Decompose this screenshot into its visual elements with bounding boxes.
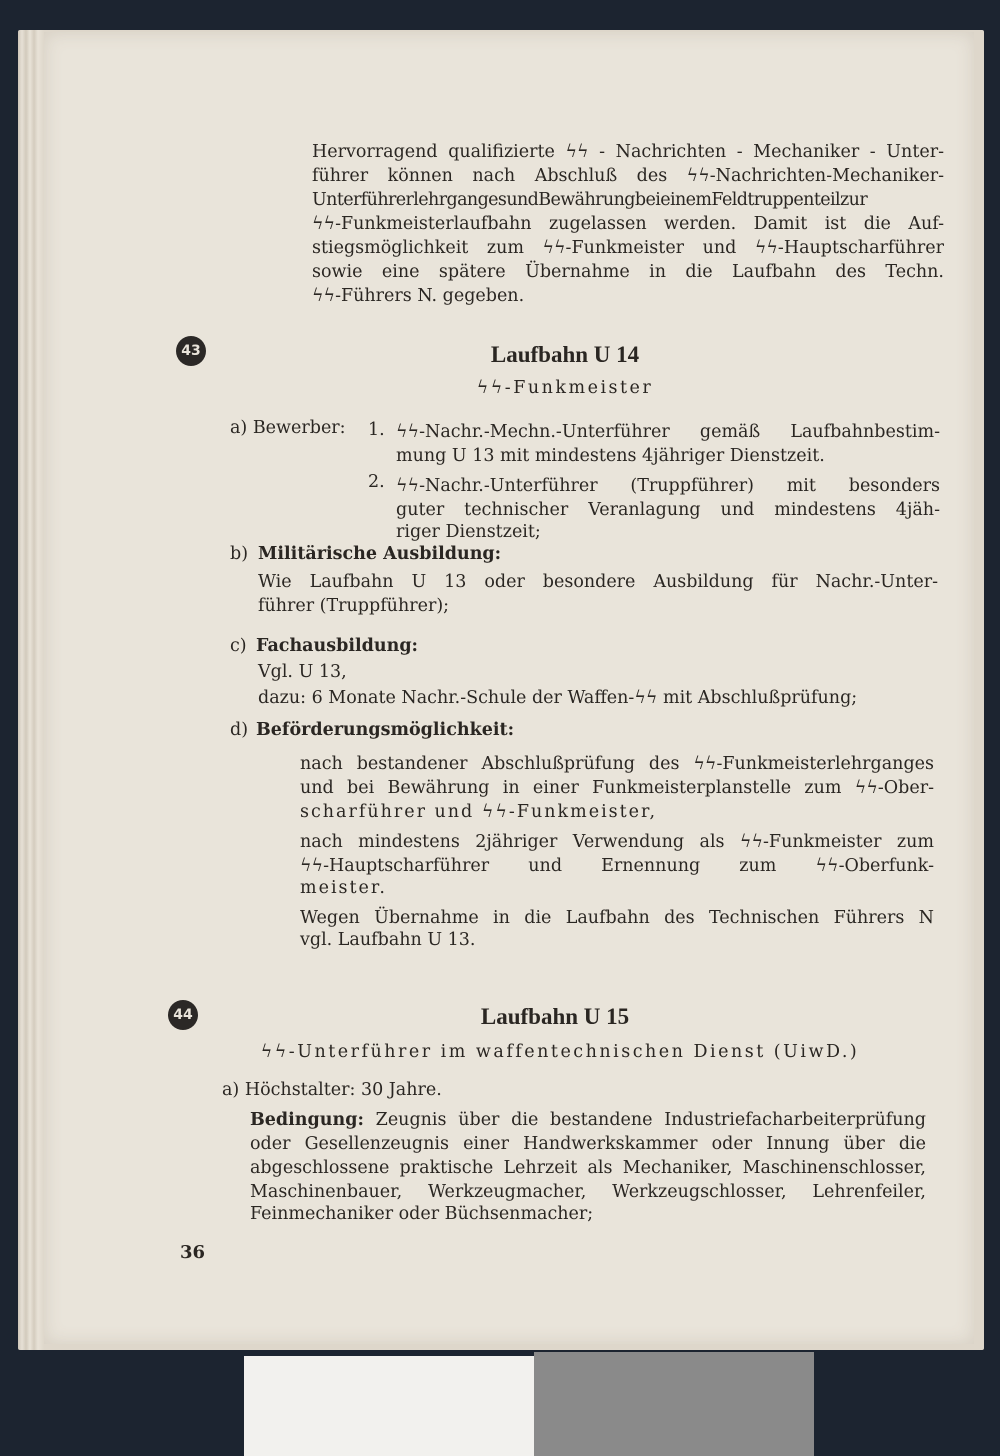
condition-line-1 (250, 1108, 926, 1132)
condition-title: Bedingung: (250, 1110, 364, 1130)
item-a2-line-2: guter technischer Veranlagung und mindestens 4jäh- (396, 500, 940, 520)
item-a1-line-1: ϟϟ-Nachr.-Mechn.-Unterführer gemäß Laufbahnbestim- (396, 422, 940, 442)
item-d2-line-2: ϟϟ-Hauptscharführer und Ernennung zum ϟϟ-Oberfunk- (300, 856, 934, 876)
item-d1-line-3: scharführer und ϟϟ-Funkmeister, (300, 802, 658, 822)
item-a2-line-3: riger Dienstzeit; (396, 522, 541, 542)
condition-line-4: Maschinenbauer, Werkzeugmacher, Werkzeugschlosser, Lehrenfeiler, (250, 1182, 926, 1202)
condition-text: Zeugnis über die bestandene Industriefacharbeiterprüfung (363, 1110, 926, 1130)
item-a2-line-1: ϟϟ-Nachr.-Unterführer (Truppführer) mit besonders (396, 476, 940, 496)
item-a-label: a) Bewerber: (230, 418, 346, 438)
item-a1-number: 1. (368, 420, 385, 440)
item-d-label: d) (230, 720, 249, 740)
background-paper-strip (244, 1356, 534, 1456)
item-b-title: Militärische Ausbildung: (258, 544, 502, 564)
item-a2-number: 2. (368, 472, 385, 492)
intro-line-4: ϟϟ-Funkmeisterlaufbahn zugelassen werden. Damit ist die Auf- (312, 214, 944, 234)
item-d3-line-2: vgl. Laufbahn U 13. (300, 930, 476, 950)
intro-line-6: sowie eine spätere Übernahme in die Laufbahn des Techn. (312, 262, 944, 282)
intro-line-5: stiegsmöglichkeit zum ϟϟ-Funkmeister und ϟϟ-Hauptscharführer (312, 238, 944, 258)
item-a-label: a) Höchstalter: 30 Jahre. (222, 1080, 442, 1100)
item-b-line-1: Wie Laufbahn U 13 oder besondere Ausbildung für Nachr.-Unter- (258, 572, 938, 592)
item-d1-line-2: und bei Bewährung in einer Funkmeisterplanstelle zum ϟϟ-Ober- (300, 778, 934, 798)
item-c-line-1: Vgl. U 13, (258, 662, 347, 682)
item-c-label: c) (230, 636, 247, 656)
item-d2-line-3: meister. (300, 878, 387, 898)
item-c-title: Fachausbildung: (256, 636, 419, 656)
section-number-badge: 43 (176, 336, 206, 366)
intro-line-1: Hervorragend qualifizierte ϟϟ - Nachrichten - Mechaniker - Unter- (312, 142, 944, 162)
background-gray-strip (534, 1352, 814, 1456)
item-c-line-2: dazu: 6 Monate Nachr.-Schule der Waffen-ϟϟ mit Abschlußprüfung; (258, 688, 858, 708)
condition-line-3: abgeschlossene praktische Lehrzeit als Mechaniker, Maschinenschlosser, (250, 1158, 926, 1178)
item-b-line-2: führer (Truppführer); (258, 596, 450, 616)
intro-line-2: führer können nach Abschluß des ϟϟ-Nachrichten-Mechaniker- (312, 166, 944, 186)
section-title: Laufbahn U 15 (480, 1004, 630, 1029)
item-d1-line-1: nach bestandener Abschlußprüfung des ϟϟ-Funkmeisterlehrganges (300, 754, 934, 774)
item-a1-line-2: mung U 13 mit mindestens 4jähriger Dienstzeit. (396, 446, 825, 466)
condition-line-2: oder Gesellenzeugnis einer Handwerkskammer oder Innung über die (250, 1134, 926, 1154)
condition-line-5: Feinmechaniker oder Büchsenmacher; (250, 1204, 594, 1224)
item-d3-line-1: Wegen Übernahme in die Laufbahn des Technischen Führers N (300, 908, 934, 928)
intro-line-3: UnterführerlehrgangesundBewährungbeieinemFeldtruppenteilzur (312, 190, 868, 210)
page-number: 36 (180, 1242, 206, 1263)
section-number-badge: 44 (168, 1000, 198, 1030)
section-subtitle: ϟϟ-Unterführer im waffentechnischen Dienst (UiwD.) (260, 1042, 860, 1062)
intro-line-7: ϟϟ-Führers N. gegeben. (312, 286, 525, 306)
item-b-label: b) (230, 544, 249, 564)
item-d-title: Beförderungsmöglichkeit: (256, 720, 515, 740)
section-title: Laufbahn U 14 (490, 342, 640, 367)
item-d2-line-1: nach mindestens 2jähriger Verwendung als ϟϟ-Funkmeister zum (300, 832, 934, 852)
section-subtitle: ϟϟ-Funkmeister (476, 378, 654, 398)
